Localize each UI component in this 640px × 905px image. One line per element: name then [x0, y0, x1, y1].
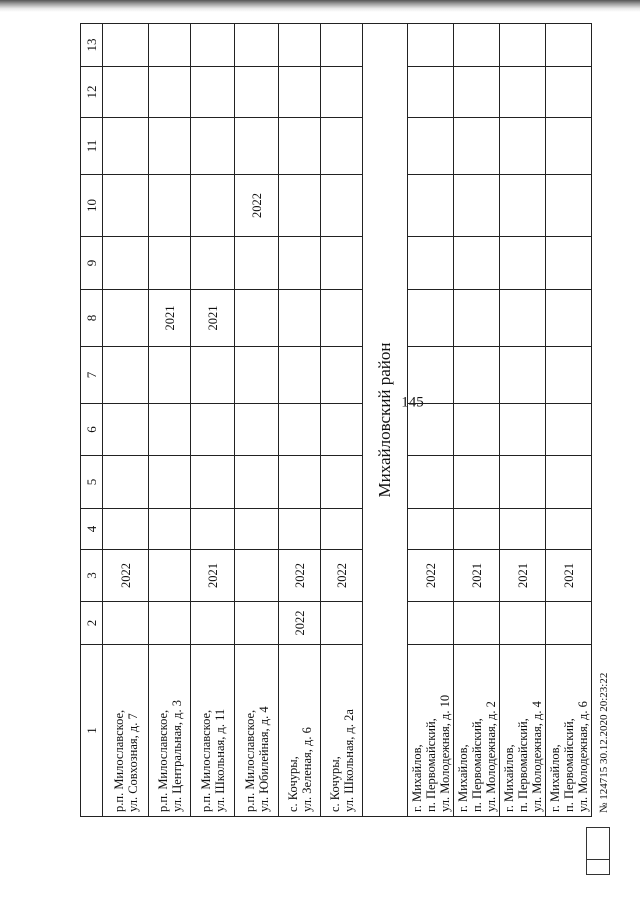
year-cell	[321, 175, 363, 237]
table-row	[500, 24, 546, 817]
year-cell: 2021	[191, 550, 235, 602]
year-cell	[103, 290, 149, 347]
address-cell: р.п. Милославское, ул. Центральная, д. 3	[149, 645, 191, 817]
table-row	[408, 24, 454, 817]
address-cell: р.п. Милославское, ул. Школьная, д. 11	[191, 645, 235, 817]
stamp-icon	[587, 859, 609, 874]
year-cell	[235, 290, 279, 347]
year-cell: 2021	[454, 550, 500, 602]
address-cell: с. Кочуры, ул. Зеленая, д. 6	[279, 645, 321, 817]
year-cell: 2021	[500, 550, 546, 602]
year-cell: 2021	[191, 290, 235, 347]
col-header: 11	[81, 118, 103, 175]
year-cell	[279, 175, 321, 237]
address-cell: г. Михайлов, п. Первомайский, ул. Молодежная, д. 10	[408, 645, 454, 817]
year-cell: 2022	[408, 550, 454, 602]
address-cell: г. Михайлов, п. Первомайский, ул. Молодежная, д. 2	[454, 645, 500, 817]
header-row	[81, 24, 103, 817]
col-header: 7	[81, 347, 103, 404]
col-header: 4	[81, 509, 103, 550]
col-header: 10	[81, 175, 103, 237]
table-row	[454, 24, 500, 817]
year-cell	[149, 602, 191, 645]
table-row	[103, 24, 149, 817]
year-cell	[103, 175, 149, 237]
table-row	[191, 24, 235, 817]
electronic-document-stamp	[586, 827, 610, 875]
year-cell: 2022	[103, 550, 149, 602]
address-cell: с. Кочуры, ул. Школьная, д. 2а	[321, 645, 363, 817]
page-number: 145	[401, 394, 424, 411]
col-header: 13	[81, 24, 103, 67]
table-row	[546, 24, 592, 817]
year-cell	[279, 290, 321, 347]
address-cell: г. Михайлов, п. Первомайский, ул. Молодежная, д. 4	[500, 645, 546, 817]
year-cell	[321, 602, 363, 645]
table-row	[321, 24, 363, 817]
col-header: 8	[81, 290, 103, 347]
col-header: 6	[81, 404, 103, 456]
year-cell	[149, 175, 191, 237]
address-cell: р.п. Милославское, ул. Юбилейная, д. 4	[235, 645, 279, 817]
year-cell: 2021	[149, 290, 191, 347]
data-table	[80, 23, 592, 817]
year-cell: 2021	[546, 550, 592, 602]
year-cell	[103, 602, 149, 645]
district-row	[363, 24, 408, 817]
col-header: 2	[81, 602, 103, 645]
col-header: 5	[81, 456, 103, 509]
year-cell: 2022	[279, 602, 321, 645]
document-registration-footer: № 124715 30.12.2020 20:23:22	[598, 672, 610, 813]
year-cell	[191, 602, 235, 645]
table-row	[149, 24, 191, 817]
year-cell	[149, 550, 191, 602]
year-cell: 2022	[321, 550, 363, 602]
col-header: 3	[81, 550, 103, 602]
col-header: 9	[81, 237, 103, 290]
year-cell	[235, 550, 279, 602]
district-title: Михайловский район	[363, 24, 408, 817]
year-cell	[235, 602, 279, 645]
address-cell: г. Михайлов, п. Первомайский, ул. Молодежная, д. 6	[546, 645, 592, 817]
year-cell	[191, 175, 235, 237]
year-cell: 2022	[279, 550, 321, 602]
col-header: 1	[81, 645, 103, 817]
table-row	[235, 24, 279, 817]
col-header: 12	[81, 67, 103, 118]
year-cell	[321, 290, 363, 347]
address-cell: р.п. Милославское, ул. Совхозная, д. 7	[103, 645, 149, 817]
table-row	[279, 24, 321, 817]
year-cell: 2022	[235, 175, 279, 237]
